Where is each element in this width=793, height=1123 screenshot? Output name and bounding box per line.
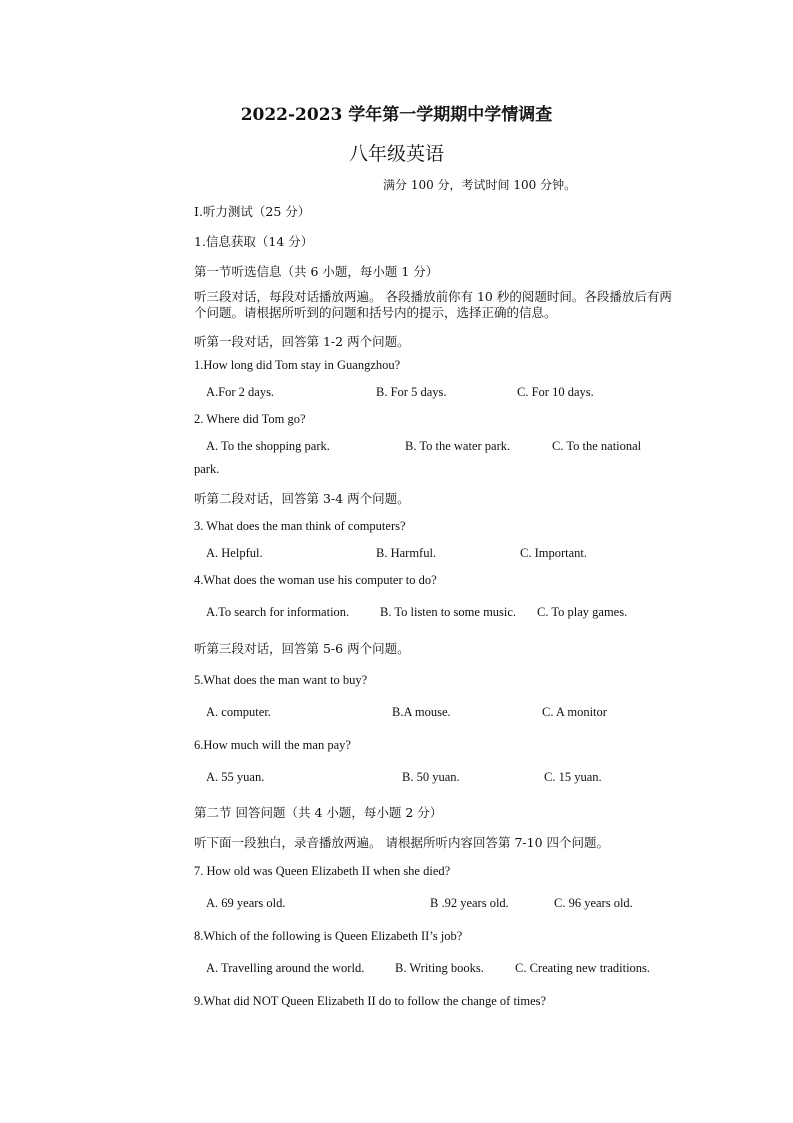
q2-option-c: C. To the national: [552, 439, 642, 453]
part-heading: I.听力测试（25 分）: [194, 204, 311, 219]
question-7: 7. How old was Queen Elizabeth II when she died?: [194, 864, 451, 878]
q4-option-c: C. To play games.: [537, 605, 628, 619]
subpart-heading: 1.信息获取（14 分）: [194, 234, 314, 249]
q7-option-c: C. 96 years old.: [554, 896, 633, 910]
q7-option-b: B .92 years old.: [430, 896, 509, 910]
q3-option-a: A. Helpful.: [206, 546, 263, 560]
exam-subtitle: 八年级英语: [348, 143, 444, 165]
q1-option-b: B. For 5 days.: [376, 385, 447, 399]
dialog1-heading: 听第一段对话，回答第 1-2 两个问题。: [194, 334, 410, 349]
question-6: 6.How much will the man pay?: [194, 738, 351, 752]
section1-heading: 第一节听选信息（共 6 小题，每小题 1 分）: [194, 264, 439, 279]
q6-option-b: B. 50 yuan.: [402, 770, 460, 784]
q8-option-b: B. Writing books.: [395, 961, 484, 975]
q2-option-c-cont: park.: [194, 462, 220, 476]
section2-heading: 第二节 回答问题（共 4 小题，每小题 2 分）: [194, 805, 443, 820]
q8-option-c: C. Creating new traditions.: [515, 961, 651, 975]
question-8: 8.Which of the following is Queen Elizabeth II’s job?: [194, 929, 463, 943]
q5-option-b: B.A mouse.: [392, 705, 451, 719]
q7-option-a: A. 69 years old.: [206, 896, 286, 910]
q1-option-a: A.For 2 days.: [206, 385, 275, 399]
q2-option-b: B. To the water park.: [405, 439, 511, 453]
q8-option-a: A. Travelling around the world.: [206, 961, 365, 975]
question-5: 5.What does the man want to buy?: [194, 673, 368, 687]
exam-title: 2022-2023 学年第一学期期中学情调查: [240, 105, 553, 125]
q4-option-a: A.To search for information.: [206, 605, 350, 619]
q5-option-c: C. A monitor: [542, 705, 607, 719]
dialog2-heading: 听第二段对话，回答第 3-4 两个问题。: [194, 491, 410, 506]
q4-option-b: B. To listen to some music.: [380, 605, 517, 619]
question-4: 4.What does the woman use his computer to do?: [194, 573, 437, 587]
question-1: 1.How long did Tom stay in Guangzhou?: [194, 358, 401, 372]
exam-meta: 满分 100 分，考试时间 100 分钟。: [383, 178, 577, 192]
dialog3-heading: 听第三段对话，回答第 5-6 两个问题。: [194, 641, 410, 656]
question-9: 9.What did NOT Queen Elizabeth II do to follow the change of times?: [194, 994, 547, 1008]
question-3: 3. What does the man think of computers?: [194, 519, 406, 533]
monologue-heading: 听下面一段独白，录音播放两遍。 请根据所听内容回答第 7-10 四个问题。: [194, 835, 610, 850]
q5-option-a: A. computer.: [206, 705, 271, 719]
instructions: 听三段对话，每段对话播放两遍。 各段播放前你有 10 秒的阅题时间。各段播放后有两个问题。请根据所听到的问题和括号内的提示，选择正确的信息。: [194, 289, 672, 320]
q1-option-c: C. For 10 days.: [517, 385, 594, 399]
q6-option-c: C. 15 yuan.: [544, 770, 602, 784]
question-2: 2. Where did Tom go?: [194, 412, 306, 426]
q6-option-a: A. 55 yuan.: [206, 770, 265, 784]
q3-option-c: C. Important.: [520, 546, 588, 560]
q3-option-b: B. Harmful.: [376, 546, 437, 560]
q2-option-a: A. To the shopping park.: [206, 439, 330, 453]
